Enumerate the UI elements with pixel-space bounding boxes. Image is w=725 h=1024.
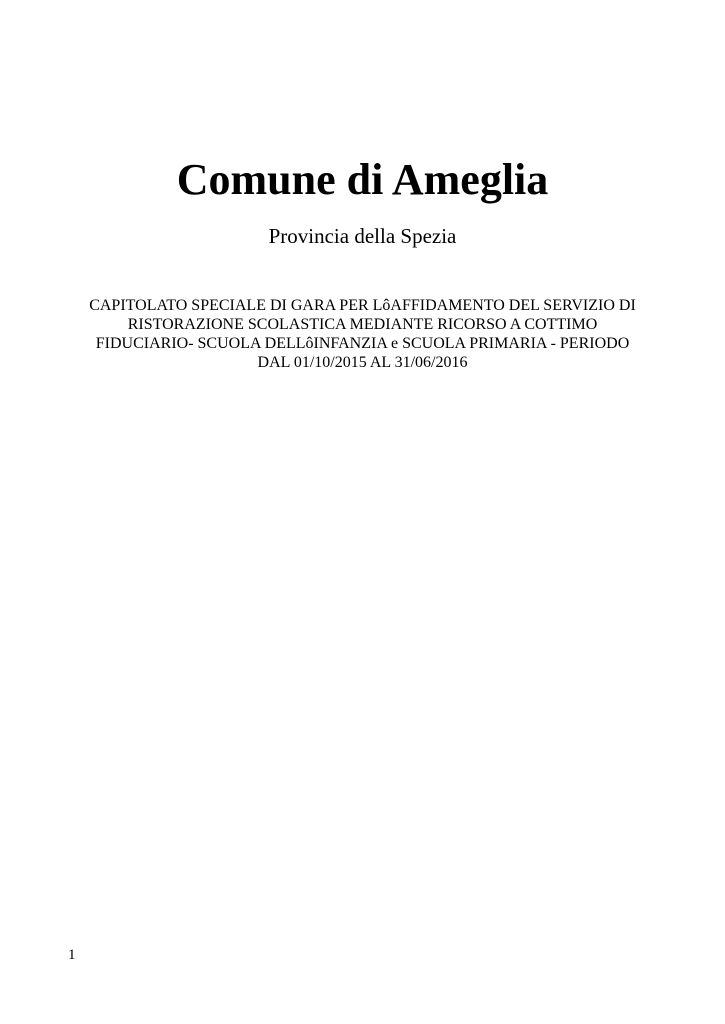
page-title: Comune di Ameglia	[176, 155, 549, 204]
document-heading	[60, 296, 665, 372]
heading-line: FIDUCIARIO- SCUOLA DELLôINFANZIA e SCUOLA PRIMARIA - PERIODO	[95, 335, 630, 352]
heading-line: RISTORAZIONE SCOLASTICA MEDIANTE RICORSO A COTTIMO	[127, 316, 598, 333]
page-number: 1	[68, 947, 76, 963]
heading-line: DAL 01/10/2015 AL 31/06/2016	[257, 354, 468, 371]
heading-line: CAPITOLATO SPECIALE DI GARA PER LôAFFIDAMENTO DEL SERVIZIO DI	[89, 297, 636, 314]
page-subtitle: Provincia della Spezia	[268, 224, 457, 248]
